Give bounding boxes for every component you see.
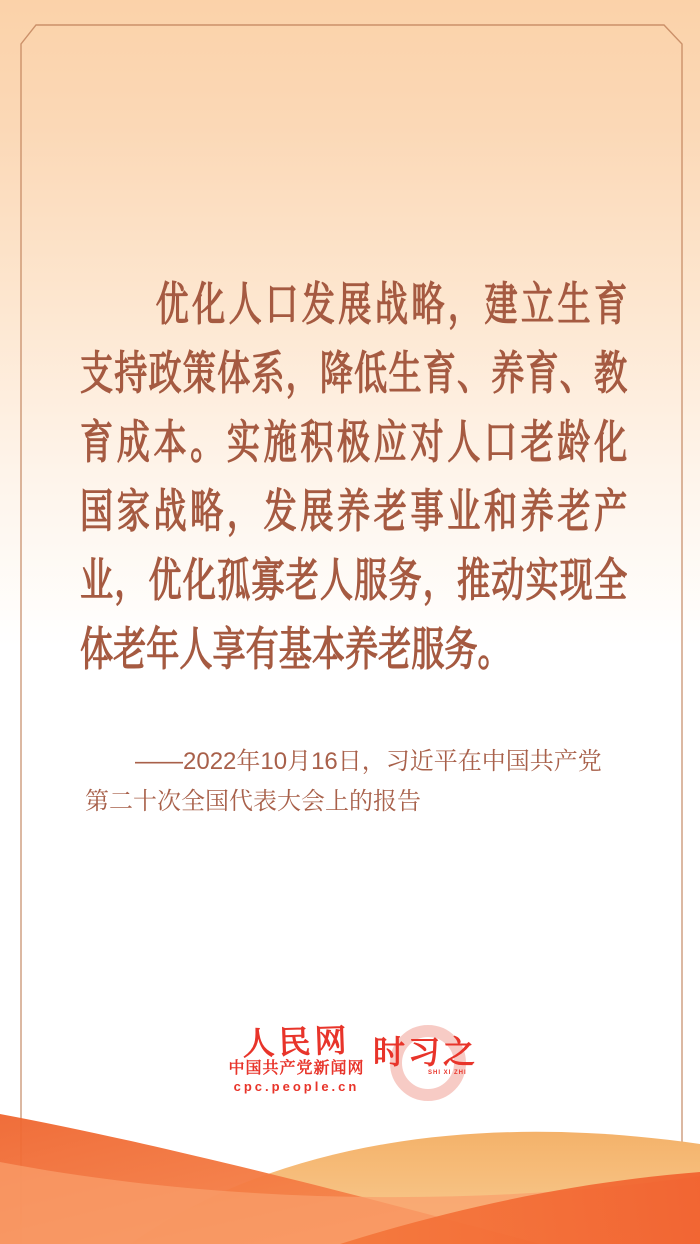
people-daily-logo (228, 1021, 365, 1094)
quote-line: 优化人口发展战略，建立生育 (155, 277, 628, 331)
quote-line: 体老年人享有基本养老服务。 (80, 622, 511, 676)
shixizhi-latin-label: SHI XI ZHI (428, 1070, 467, 1076)
bottom-waves-graphic (0, 1104, 700, 1244)
quote-line: 育成本。实施积极应对人口老龄化 (80, 415, 628, 469)
attribution (85, 742, 645, 822)
people-daily-wordmark: 人民网 (241, 1021, 352, 1063)
quote-line: 业，优化孤寡老人服务，推动实现全 (80, 553, 628, 607)
attribution-line-2: 第二十次全国代表大会上的报告 (85, 788, 421, 815)
footer-logos (228, 1021, 479, 1116)
quote-line: 支持政策体系，降低生育、养育、教 (80, 346, 628, 400)
shixizhi-wordmark: 时习之 (373, 1034, 479, 1070)
quote-line: 国家战略，发展养老事业和养老产 (80, 484, 628, 538)
quote-block (80, 270, 700, 684)
shixizhi-logo (373, 1026, 478, 1116)
cpc-news-url: cpc.people.cn (233, 1079, 360, 1094)
attribution-line-1: ——2022年10月16日，习近平在中国共产党 (135, 748, 602, 775)
cpc-news-site-label: 中国共产党新闻网 (228, 1060, 365, 1077)
